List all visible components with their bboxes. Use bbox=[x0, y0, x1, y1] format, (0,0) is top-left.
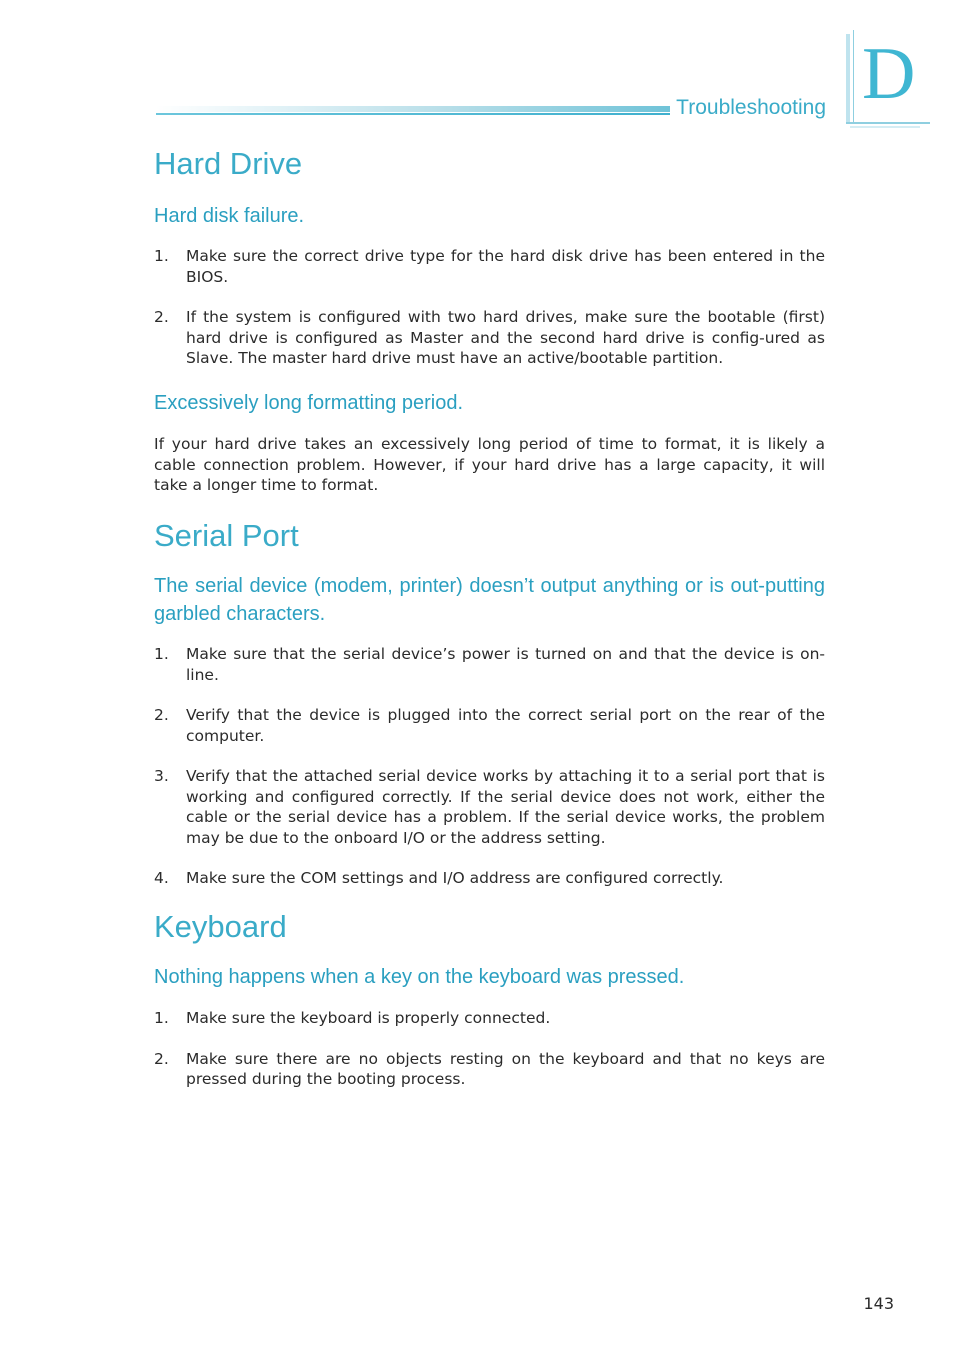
formatting-paragraph: If your hard drive takes an excessively long period of time to format, it is likely a cable connection problem. However, if your hard drive has a large capacity, it will take a longer time to format. bbox=[154, 435, 825, 494]
keyboard-list bbox=[154, 1008, 825, 1090]
chapter-tab bbox=[846, 30, 930, 128]
chapter-tab-border-shadow bbox=[850, 126, 920, 128]
list-item bbox=[154, 1008, 825, 1029]
section-title-serial-port: Serial Port bbox=[154, 518, 299, 553]
list-item bbox=[154, 644, 825, 685]
list-item-text: Make sure the correct drive type for the hard disk drive has been entered in the BIOS. bbox=[186, 247, 825, 286]
serial-port-list bbox=[154, 644, 825, 889]
header-gradient-bar bbox=[156, 106, 670, 112]
list-item-text: Make sure there are no objects resting on the keyboard and that no keys are pressed during the booting process. bbox=[186, 1049, 825, 1088]
list-item-number: 4. bbox=[154, 869, 169, 887]
list-item-text: Verify that the device is plugged into the correct serial port on the rear of the computer. bbox=[186, 706, 825, 745]
list-item-number: 2. bbox=[154, 1049, 169, 1068]
list-item bbox=[154, 868, 825, 889]
chapter-letter: D bbox=[862, 33, 916, 115]
list-item-number: 1. bbox=[154, 645, 169, 663]
list-item bbox=[154, 766, 825, 848]
list-item bbox=[154, 307, 825, 369]
list-item bbox=[154, 705, 825, 746]
section-title-hard-drive: Hard Drive bbox=[154, 146, 303, 181]
list-item-text: Make sure that the serial device’s power is turned on and that the device is on-line. bbox=[186, 645, 825, 684]
chapter-tab-border-left bbox=[846, 34, 850, 124]
chapter-tab-border-inner bbox=[853, 30, 854, 124]
subheading-hard-disk-failure: Hard disk failure. bbox=[154, 205, 305, 227]
list-item bbox=[154, 1049, 825, 1090]
list-item-number: 1. bbox=[154, 1009, 169, 1027]
list-item-text: Make sure the keyboard is properly connected. bbox=[186, 1009, 551, 1027]
list-item-number: 2. bbox=[154, 308, 169, 326]
list-item bbox=[154, 246, 825, 287]
header-underline bbox=[156, 113, 670, 115]
section-title-keyboard: Keyboard bbox=[154, 909, 287, 944]
section-label: Troubleshooting bbox=[676, 96, 826, 119]
list-item-text: Verify that the attached serial device works by attaching it to a serial port that is working and configured correctly. If the serial device does not work, either the cable or the serial device has a problem. If the serial device works, the problem may be due to the onboard I/O or the address setting. bbox=[186, 767, 825, 847]
list-item-number: 2. bbox=[154, 706, 169, 724]
header-rule bbox=[156, 106, 670, 116]
list-item-text: Make sure the COM settings and I/O address are configured correctly. bbox=[186, 869, 724, 887]
subheading-serial-issue: The serial device (modem, printer) doesn’t output anything or is out-putting garbled characters. bbox=[154, 575, 825, 625]
list-item-number: 1. bbox=[154, 247, 169, 265]
hard-disk-failure-list bbox=[154, 246, 825, 369]
list-item-text: If the system is configured with two hard drives, make sure the bootable (first) hard drive is configured as Master and the second hard drive is config-ured as Slave. The master hard drive must have an active/bootable partition. bbox=[186, 308, 825, 367]
page-number: 143 bbox=[863, 1294, 894, 1313]
subheading-formatting-period: Excessively long formatting period. bbox=[154, 392, 464, 414]
subheading-keyboard-issue: Nothing happens when a key on the keyboard was pressed. bbox=[154, 966, 685, 988]
chapter-tab-border-bottom bbox=[846, 122, 930, 124]
list-item-number: 3. bbox=[154, 767, 169, 785]
